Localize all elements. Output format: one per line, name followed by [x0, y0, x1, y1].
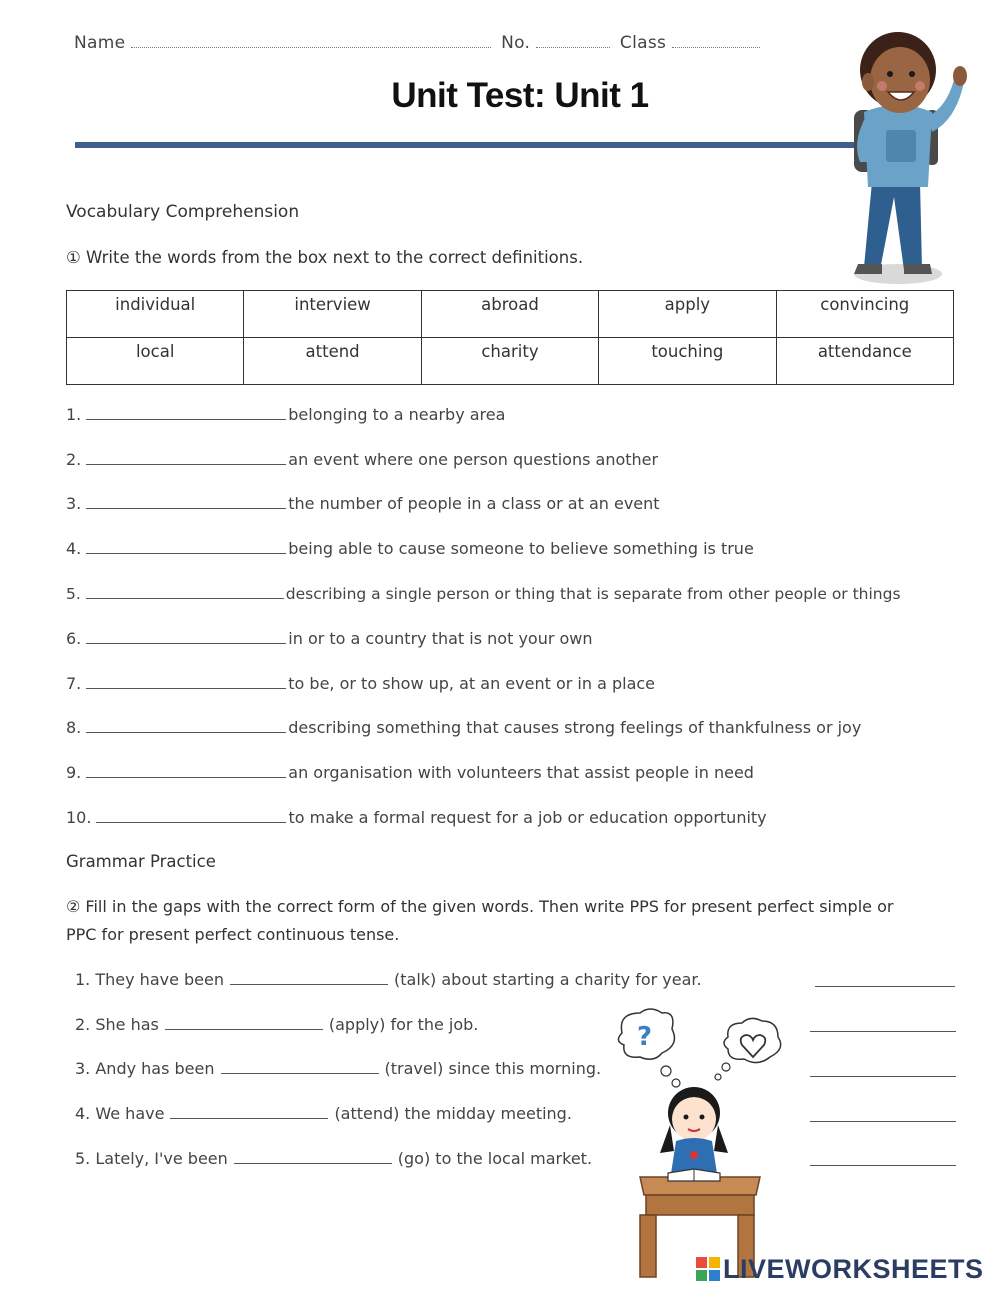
question-number: 1. — [75, 970, 91, 989]
question-before-text: Lately, I've been — [95, 1149, 228, 1168]
definition-number: 5. — [66, 585, 81, 603]
question-number: 3. — [75, 1059, 91, 1078]
definition-answer-field[interactable] — [86, 539, 286, 554]
definition-text: to be, or to show up, at an event or in a place — [288, 674, 656, 693]
gap-answer-field[interactable] — [234, 1149, 392, 1164]
student-info-header — [74, 33, 764, 53]
question-after-text: (travel) since this morning. — [384, 1059, 602, 1078]
definition-item — [66, 405, 505, 424]
definition-answer-field[interactable] — [86, 674, 286, 689]
question-number: 2. — [75, 1015, 91, 1034]
question-after-text: (go) to the local market. — [397, 1149, 593, 1168]
definition-text: in or to a country that is not your own — [288, 629, 593, 648]
word-box-cell: local — [67, 338, 244, 385]
page-title: Unit Test: Unit 1 — [391, 76, 649, 115]
tense-answer-field[interactable] — [810, 1030, 956, 1032]
definition-number: 8. — [66, 718, 82, 737]
definition-answer-field[interactable] — [86, 494, 286, 509]
boy-waving-illustration — [842, 12, 972, 287]
word-box-cell: interview — [244, 291, 421, 338]
word-box-row — [67, 291, 954, 338]
definition-text: an event where one person questions another — [288, 450, 659, 469]
grammar-question — [75, 1059, 601, 1078]
word-box-cell: apply — [599, 291, 776, 338]
tense-answer-field[interactable] — [810, 1120, 956, 1122]
question-number: 4. — [75, 1104, 91, 1123]
definition-number: 4. — [66, 539, 82, 558]
definition-text: the number of people in a class or at an event — [288, 494, 660, 513]
definition-number: 2. — [66, 450, 82, 469]
definition-text: an organisation with volunteers that assist people in need — [288, 763, 754, 782]
definition-text: being able to cause someone to believe something is true — [288, 539, 754, 558]
word-box-cell: abroad — [421, 291, 598, 338]
definition-number: 1. — [66, 405, 82, 424]
number-field[interactable] — [536, 33, 610, 48]
grammar-instruction-line-2: PPC for present perfect continuous tense. — [66, 925, 400, 944]
definition-item — [66, 674, 655, 693]
question-before-text: Andy has been — [95, 1059, 215, 1078]
grammar-question — [75, 1104, 572, 1123]
definition-number: 9. — [66, 763, 82, 782]
word-box-row — [67, 338, 954, 385]
question-mark-icon: ? — [637, 1022, 653, 1052]
tense-answer-field[interactable] — [815, 985, 955, 987]
definition-answer-field[interactable] — [86, 405, 286, 420]
definition-number: 7. — [66, 674, 82, 693]
grammar-question — [75, 1149, 592, 1168]
word-box-cell: touching — [599, 338, 776, 385]
definition-answer-field[interactable] — [86, 763, 286, 778]
name-label: Name — [74, 33, 126, 53]
definition-text: belonging to a nearby area — [288, 405, 506, 424]
vocabulary-section-title: Vocabulary Comprehension — [66, 202, 300, 222]
gap-answer-field[interactable] — [230, 970, 388, 985]
definition-item — [66, 494, 660, 513]
grammar-section-title: Grammar Practice — [66, 852, 216, 871]
title-divider — [75, 142, 865, 148]
gap-answer-field[interactable] — [165, 1015, 323, 1030]
definition-answer-field[interactable] — [86, 718, 286, 733]
question-number: 5. — [75, 1149, 91, 1168]
question-after-text: (attend) the midday meeting. — [334, 1104, 572, 1123]
definition-item — [66, 584, 901, 603]
definition-item — [66, 763, 754, 782]
definition-answer-field[interactable] — [86, 629, 286, 644]
definition-item — [66, 718, 861, 737]
vocabulary-instruction: ① Write the words from the box next to the correct definitions. — [66, 248, 584, 267]
question-after-text: (talk) about starting a charity for year. — [394, 970, 702, 989]
word-box-cell: attendance — [776, 338, 953, 385]
tense-answer-field[interactable] — [810, 1164, 956, 1166]
word-box-cell: attend — [244, 338, 421, 385]
class-label: Class — [619, 33, 667, 53]
question-before-text: We have — [95, 1104, 165, 1123]
grammar-instruction-line-1: ② Fill in the gaps with the correct form of the given words. Then write PPS for present perfect simple or — [66, 897, 894, 916]
number-label: No. — [501, 33, 531, 53]
definition-answer-field[interactable] — [86, 584, 284, 599]
logo-text: LIVEWORKSHEETS — [723, 1254, 984, 1284]
definition-number: 10. — [66, 808, 92, 827]
word-box-cell: individual — [67, 291, 244, 338]
definition-item — [66, 450, 658, 469]
definition-text: describing something that causes strong feelings of thankfulness or joy — [288, 718, 862, 737]
tense-answer-field[interactable] — [810, 1075, 956, 1077]
question-before-text: They have been — [95, 970, 224, 989]
definition-item — [66, 539, 754, 558]
word-box — [66, 290, 954, 385]
class-field[interactable] — [672, 33, 760, 48]
grammar-question — [75, 970, 702, 989]
definition-answer-field[interactable] — [86, 450, 286, 465]
definition-number: 6. — [66, 629, 82, 648]
liveworksheets-logo-icon — [696, 1257, 720, 1281]
definition-item — [66, 629, 593, 648]
definition-text: to make a formal request for a job or education opportunity — [288, 808, 767, 827]
definition-text: describing a single person or thing that is separate from other people or things — [285, 585, 901, 603]
name-field[interactable] — [131, 33, 491, 48]
definition-answer-field[interactable] — [96, 808, 286, 823]
gap-answer-field[interactable] — [170, 1104, 328, 1119]
question-after-text: (apply) for the job. — [328, 1015, 479, 1034]
definition-item — [66, 808, 767, 827]
gap-answer-field[interactable] — [221, 1059, 379, 1074]
word-box-cell: convincing — [776, 291, 953, 338]
liveworksheets-logo — [696, 1254, 984, 1285]
grammar-question — [75, 1015, 478, 1034]
definition-number: 3. — [66, 494, 82, 513]
word-box-cell: charity — [421, 338, 598, 385]
question-before-text: She has — [95, 1015, 159, 1034]
girl-thinking-illustration — [610, 1005, 800, 1280]
